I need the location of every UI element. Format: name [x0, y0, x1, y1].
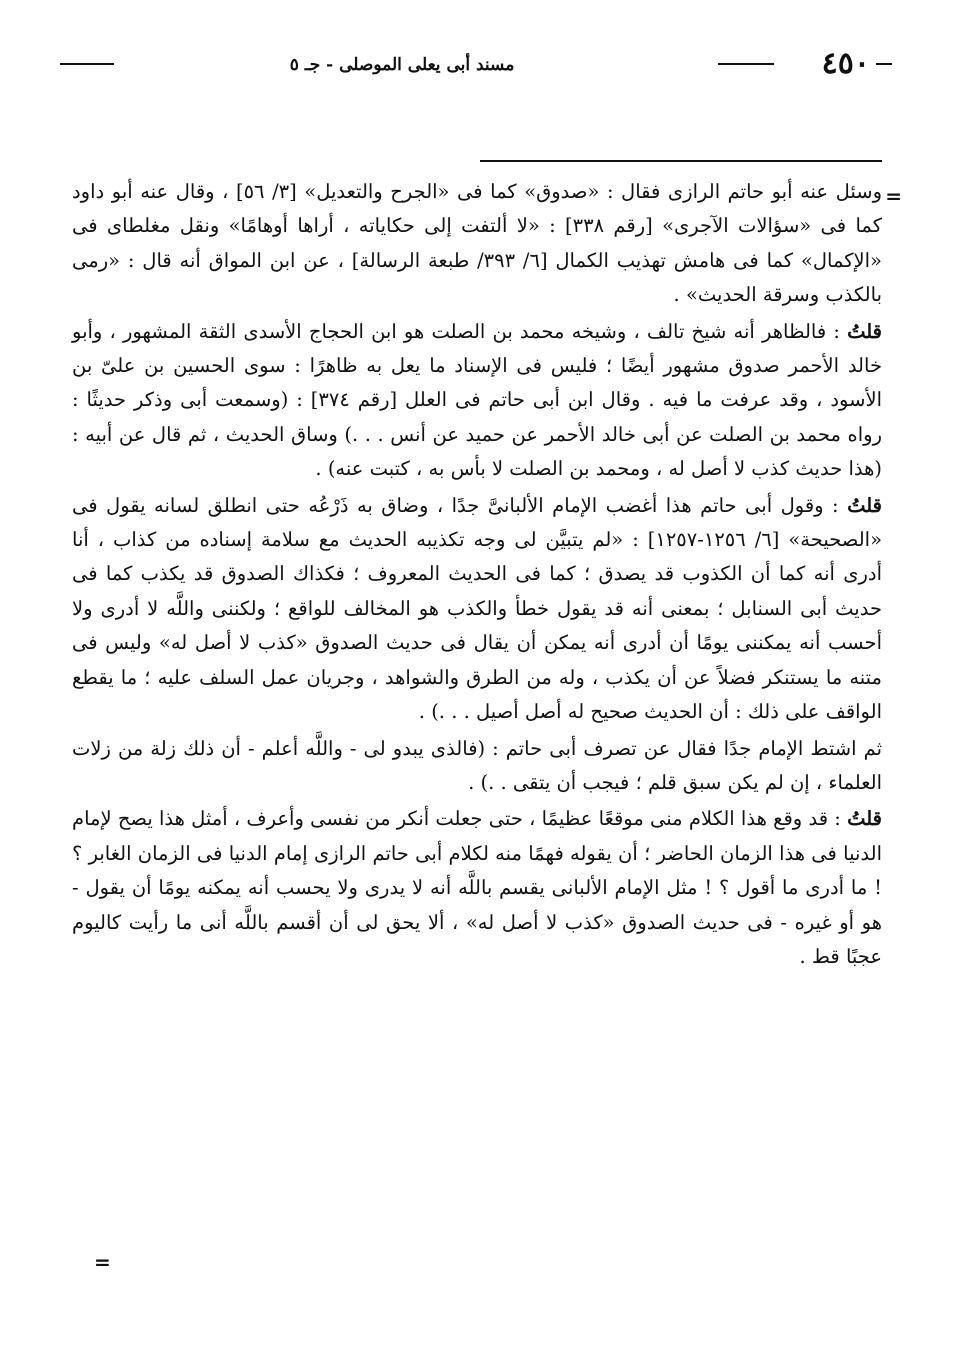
footnote-body [72, 175, 882, 976]
footnote-paragraph [72, 732, 882, 801]
running-header [60, 44, 892, 84]
paragraph-text: : وقول أبى حاتم هذا أغضب الإمام الألبانىَّ جدًا ، وضاق به ذَرْعُه حتى انطلق لسانه يقول فى «الصحيحة» [٦/ ١٢٥٦-١٢٥٧] : «لم يتبيَّن لى وجه تكذيبه الحديث مع سلامة إسناده من كذاب ، أنا أدرى أنه كما أن الكذوب قد يصدق ؛ كما فى الحديث المعروف ؛ فكذاك الصدوق قد يكذب كما فى حديث أبى السنابل ؛ بمعنى أنه قد يقول خطأ والكذب هو المخالف للواقع ؛ ولكننى واللَّه لا أدرى ولا أحسب أنه يمكننى يومًا أن أدرى أنه يمكن أن يقال فى حديث الصدوق «كذب لا أصل له» وليس فى متنه ما يستنكر فضلاً عن أن يكذب ، وله من الطرق والشواهد ، وجريان عمل السلف عليه ؛ ما يقطع الواقف على ذلك : أن الحديث صحيح له أصل أصيل . . .) . [72, 493, 882, 724]
paragraph-text: : فالظاهر أنه شيخ تالف ، وشيخه محمد بن الصلت هو ابن الحجاج الأسدى الثقة المشهور ، وأبو خالد الأحمر صدوق مشهور أيضًا ؛ فليس فى الإسناد ما يعل به ظاهرًا : سوى الحسين بن علىّ بن الأسود ، وقد عرفت ما فيه . وقال ابن أبى حاتم فى العلل [رقم ٣٧٤] : (وسمعت أبى وذكر حديثًا : رواه محمد بن الصلت عن أبى خالد الأحمر عن حميد عن أنس . . .) وساق الحديث ، ثم قال عن أبيه : (هذا حديث كذب لا أصل له ، ومحمد بن الصلت لا بأس به ، كتبت عنه) . [72, 319, 882, 481]
paragraph-lead: قلتُ [847, 493, 883, 517]
header-rule-right [876, 63, 892, 65]
header-rule-middle [718, 63, 774, 65]
footnote-continuation-mark-top: = [885, 184, 902, 208]
paragraph-text: : قد وقع هذا الكلام منى موقعًا عظيمًا ، حتى جعلت أنكر من نفسى وأعرف ، أمثل هذا يصح لإمام الدنيا فى هذا الزمان الحاضر ؛ أن يقوله فهمًا منه لكلام أبى حاتم الرازى إمام الدنيا فى الزمان الغابر ؟ ! ما أدرى ما أقول ؟ ! مثل الإمام الألبانى يقسم باللَّه أنه لا يدرى ولا يحسب أنه يمكنه يومًا أن يقول - هو أو غيره - فى حديث الصدوق «كذب لا أصل له» ، ألا يحق لى أن أقسم باللَّه أنى ما رأيت كاليوم عجبًا قط . [72, 807, 882, 968]
paragraph-lead: قلتُ [847, 807, 883, 831]
footnote-continuation-mark-bottom: = [94, 1250, 111, 1274]
paragraph-text: ثم اشتط الإمام جدًا فقال عن تصرف أبى حاتم : (فالذى يبدو لى - واللَّه أعلم - أن ذلك زلة من زلات العلماء ، إن لم يكن سبق قلم ؛ فيجب أن يتقى . .) . [72, 736, 882, 794]
running-title: مسند أبى يعلى الموصلى - جـ ٥ [289, 55, 515, 75]
paragraph-text: وسئل عنه أبو حاتم الرازى فقال : «صدوق» كما فى «الجرح والتعديل» [٣/ ٥٦] ، وقال عنه أبو داود كما فى «سؤالات الآجرى» [رقم ٣٣٨] : «لا ألتفت إلى حكاياته ، أراها أوهامًا» ونقل مغلطاى فى «الإكمال» كما فى هامش تهذيب الكمال [٦/ ٣٩٣/ طبعة الرسالة] ، عن ابن المواق أنه قال : «رمى بالكذب وسرقة الحديث» . [72, 180, 882, 307]
header-rule-left [60, 63, 114, 65]
footnote-paragraph [72, 315, 882, 487]
page-number: ٤٥٠ [821, 46, 870, 81]
footnote-paragraph [72, 802, 882, 974]
footnote-paragraph [72, 489, 882, 730]
footnote-separator-rule [480, 160, 882, 162]
footnote-paragraph [72, 175, 882, 313]
paragraph-lead: قلتُ [847, 319, 882, 343]
